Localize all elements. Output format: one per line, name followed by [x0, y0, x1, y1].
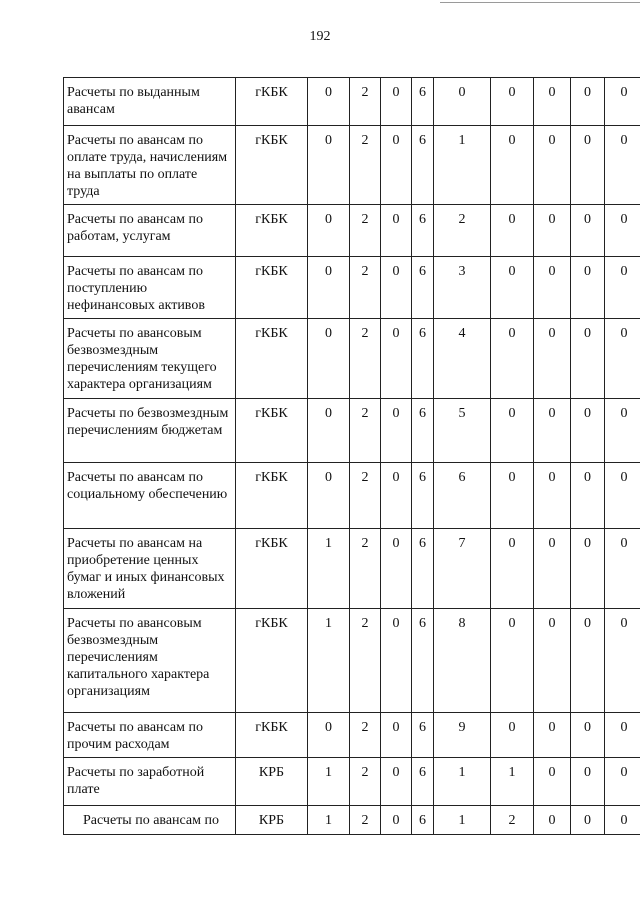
- code-digit-cell: 6: [412, 319, 434, 399]
- code-digit-cell: 0: [571, 126, 605, 205]
- table-row: [64, 758, 640, 806]
- code-type-cell: гКБК: [236, 713, 308, 758]
- code-digit-cell: 1: [491, 758, 534, 806]
- code-digit-cell: 0: [491, 609, 534, 713]
- code-digit-cell: 0: [605, 713, 640, 758]
- code-digit-cell: 0: [308, 205, 350, 257]
- code-digit-cell: 6: [412, 257, 434, 319]
- code-digit-cell: 0: [381, 399, 412, 463]
- code-digit-cell: 0: [381, 609, 412, 713]
- code-digit-cell: 0: [381, 78, 412, 126]
- code-digit-cell: 1: [434, 126, 491, 205]
- code-digit-cell: 0: [491, 78, 534, 126]
- code-digit-cell: 2: [350, 126, 381, 205]
- table-row: [64, 806, 640, 835]
- code-digit-cell: 0: [534, 529, 571, 609]
- code-digit-cell: 0: [571, 806, 605, 835]
- code-type-cell: гКБК: [236, 78, 308, 126]
- code-digit-cell: 6: [412, 713, 434, 758]
- code-digit-cell: 6: [412, 529, 434, 609]
- code-digit-cell: 0: [605, 463, 640, 529]
- code-digit-cell: 0: [491, 257, 534, 319]
- code-type-cell: гКБК: [236, 529, 308, 609]
- code-digit-cell: 0: [534, 713, 571, 758]
- account-name-cell: Расчеты по авансам по работам, услугам: [64, 205, 236, 257]
- code-digit-cell: 6: [412, 463, 434, 529]
- code-digit-cell: 2: [350, 205, 381, 257]
- code-digit-cell: 1: [308, 758, 350, 806]
- code-digit-cell: 1: [434, 806, 491, 835]
- code-digit-cell: 0: [491, 319, 534, 399]
- table-body: [64, 78, 640, 835]
- table-row: [64, 205, 640, 257]
- code-digit-cell: 0: [308, 319, 350, 399]
- code-digit-cell: 5: [434, 399, 491, 463]
- code-digit-cell: 0: [308, 713, 350, 758]
- code-type-cell: гКБК: [236, 319, 308, 399]
- code-digit-cell: 2: [350, 78, 381, 126]
- account-name-cell: Расчеты по авансам по оплате труда, начислениям на выплаты по оплате труда: [64, 126, 236, 205]
- code-digit-cell: 0: [571, 319, 605, 399]
- code-digit-cell: 0: [491, 399, 534, 463]
- code-digit-cell: 2: [434, 205, 491, 257]
- code-digit-cell: 0: [381, 463, 412, 529]
- code-digit-cell: 2: [350, 609, 381, 713]
- code-digit-cell: 0: [534, 806, 571, 835]
- code-digit-cell: 0: [534, 205, 571, 257]
- code-digit-cell: 8: [434, 609, 491, 713]
- table-row: [64, 529, 640, 609]
- code-digit-cell: 0: [381, 806, 412, 835]
- table-row: [64, 126, 640, 205]
- code-digit-cell: 0: [381, 713, 412, 758]
- table-row: [64, 609, 640, 713]
- code-type-cell: гКБК: [236, 205, 308, 257]
- code-digit-cell: 2: [350, 758, 381, 806]
- table-row: [64, 319, 640, 399]
- code-digit-cell: 0: [571, 78, 605, 126]
- table-row: [64, 78, 640, 126]
- code-digit-cell: 0: [534, 319, 571, 399]
- code-digit-cell: 0: [571, 257, 605, 319]
- code-digit-cell: 0: [381, 257, 412, 319]
- page-number: 192: [309, 29, 331, 44]
- account-name-cell: Расчеты по авансовым безвозмездным перечислениям текущего характера организациям: [64, 319, 236, 399]
- code-digit-cell: 6: [434, 463, 491, 529]
- code-digit-cell: 0: [534, 609, 571, 713]
- account-name-cell: Расчеты по авансам по социальному обеспечению: [64, 463, 236, 529]
- code-digit-cell: 6: [412, 399, 434, 463]
- account-name-cell: Расчеты по авансам на приобретение ценных бумаг и иных финансовых вложений: [64, 529, 236, 609]
- code-digit-cell: 0: [491, 529, 534, 609]
- code-digit-cell: 0: [381, 529, 412, 609]
- code-digit-cell: 2: [350, 463, 381, 529]
- code-type-cell: гКБК: [236, 257, 308, 319]
- code-digit-cell: 0: [534, 78, 571, 126]
- code-digit-cell: 6: [412, 78, 434, 126]
- scan-top-rule: [440, 2, 640, 3]
- code-digit-cell: 6: [412, 609, 434, 713]
- code-digit-cell: 0: [308, 78, 350, 126]
- account-name-cell: Расчеты по выданным авансам: [64, 78, 236, 126]
- code-digit-cell: 0: [605, 319, 640, 399]
- code-type-cell: гКБК: [236, 463, 308, 529]
- code-digit-cell: 0: [605, 609, 640, 713]
- account-name-cell: Расчеты по заработной плате: [64, 758, 236, 806]
- code-digit-cell: 0: [571, 529, 605, 609]
- code-digit-cell: 1: [308, 609, 350, 713]
- code-digit-cell: 0: [571, 609, 605, 713]
- code-digit-cell: 0: [605, 205, 640, 257]
- account-name-cell: Расчеты по авансам по поступлению нефинансовых активов: [64, 257, 236, 319]
- account-name-cell: Расчеты по авансам по прочим расходам: [64, 713, 236, 758]
- code-type-cell: гКБК: [236, 126, 308, 205]
- code-digit-cell: 0: [534, 126, 571, 205]
- code-digit-cell: 0: [434, 78, 491, 126]
- code-digit-cell: 2: [350, 257, 381, 319]
- code-digit-cell: 0: [605, 758, 640, 806]
- code-digit-cell: 0: [605, 257, 640, 319]
- code-digit-cell: 2: [350, 806, 381, 835]
- code-digit-cell: 0: [308, 257, 350, 319]
- code-digit-cell: 0: [308, 463, 350, 529]
- code-digit-cell: 1: [434, 758, 491, 806]
- code-digit-cell: 0: [605, 78, 640, 126]
- code-digit-cell: 0: [605, 126, 640, 205]
- code-digit-cell: 2: [350, 529, 381, 609]
- table-row: [64, 463, 640, 529]
- code-digit-cell: 0: [381, 319, 412, 399]
- code-type-cell: гКБК: [236, 609, 308, 713]
- code-digit-cell: 0: [491, 463, 534, 529]
- code-digit-cell: 0: [491, 713, 534, 758]
- code-digit-cell: 7: [434, 529, 491, 609]
- code-digit-cell: 0: [491, 205, 534, 257]
- code-digit-cell: 0: [381, 205, 412, 257]
- code-digit-cell: 6: [412, 126, 434, 205]
- account-name-cell: Расчеты по безвозмездным перечислениям бюджетам: [64, 399, 236, 463]
- code-digit-cell: 0: [308, 399, 350, 463]
- code-digit-cell: 2: [350, 399, 381, 463]
- account-codes-table: [63, 77, 640, 835]
- code-digit-cell: 0: [571, 463, 605, 529]
- code-digit-cell: 0: [571, 205, 605, 257]
- table-row: [64, 257, 640, 319]
- code-digit-cell: 0: [571, 713, 605, 758]
- code-digit-cell: 6: [412, 806, 434, 835]
- code-digit-cell: 0: [571, 399, 605, 463]
- account-name-cell: Расчеты по авансовым безвозмездным перечислениям капитального характера организациям: [64, 609, 236, 713]
- code-digit-cell: 0: [534, 758, 571, 806]
- code-digit-cell: 0: [534, 399, 571, 463]
- code-digit-cell: 1: [308, 806, 350, 835]
- code-digit-cell: 6: [412, 758, 434, 806]
- code-digit-cell: 3: [434, 257, 491, 319]
- code-digit-cell: 0: [534, 463, 571, 529]
- code-digit-cell: 0: [534, 257, 571, 319]
- code-digit-cell: 2: [491, 806, 534, 835]
- code-type-cell: КРБ: [236, 758, 308, 806]
- code-digit-cell: 0: [605, 806, 640, 835]
- code-type-cell: гКБК: [236, 399, 308, 463]
- code-digit-cell: 2: [350, 713, 381, 758]
- code-type-cell: КРБ: [236, 806, 308, 835]
- code-digit-cell: 0: [605, 529, 640, 609]
- code-digit-cell: 0: [308, 126, 350, 205]
- code-digit-cell: 0: [605, 399, 640, 463]
- code-digit-cell: 1: [308, 529, 350, 609]
- code-digit-cell: 6: [412, 205, 434, 257]
- code-digit-cell: 0: [491, 126, 534, 205]
- table-row: [64, 399, 640, 463]
- code-digit-cell: 0: [381, 758, 412, 806]
- account-name-cell: Расчеты по авансам по: [64, 806, 236, 835]
- code-digit-cell: 0: [571, 758, 605, 806]
- code-digit-cell: 0: [381, 126, 412, 205]
- code-digit-cell: 4: [434, 319, 491, 399]
- code-digit-cell: 9: [434, 713, 491, 758]
- table-row: [64, 713, 640, 758]
- code-digit-cell: 2: [350, 319, 381, 399]
